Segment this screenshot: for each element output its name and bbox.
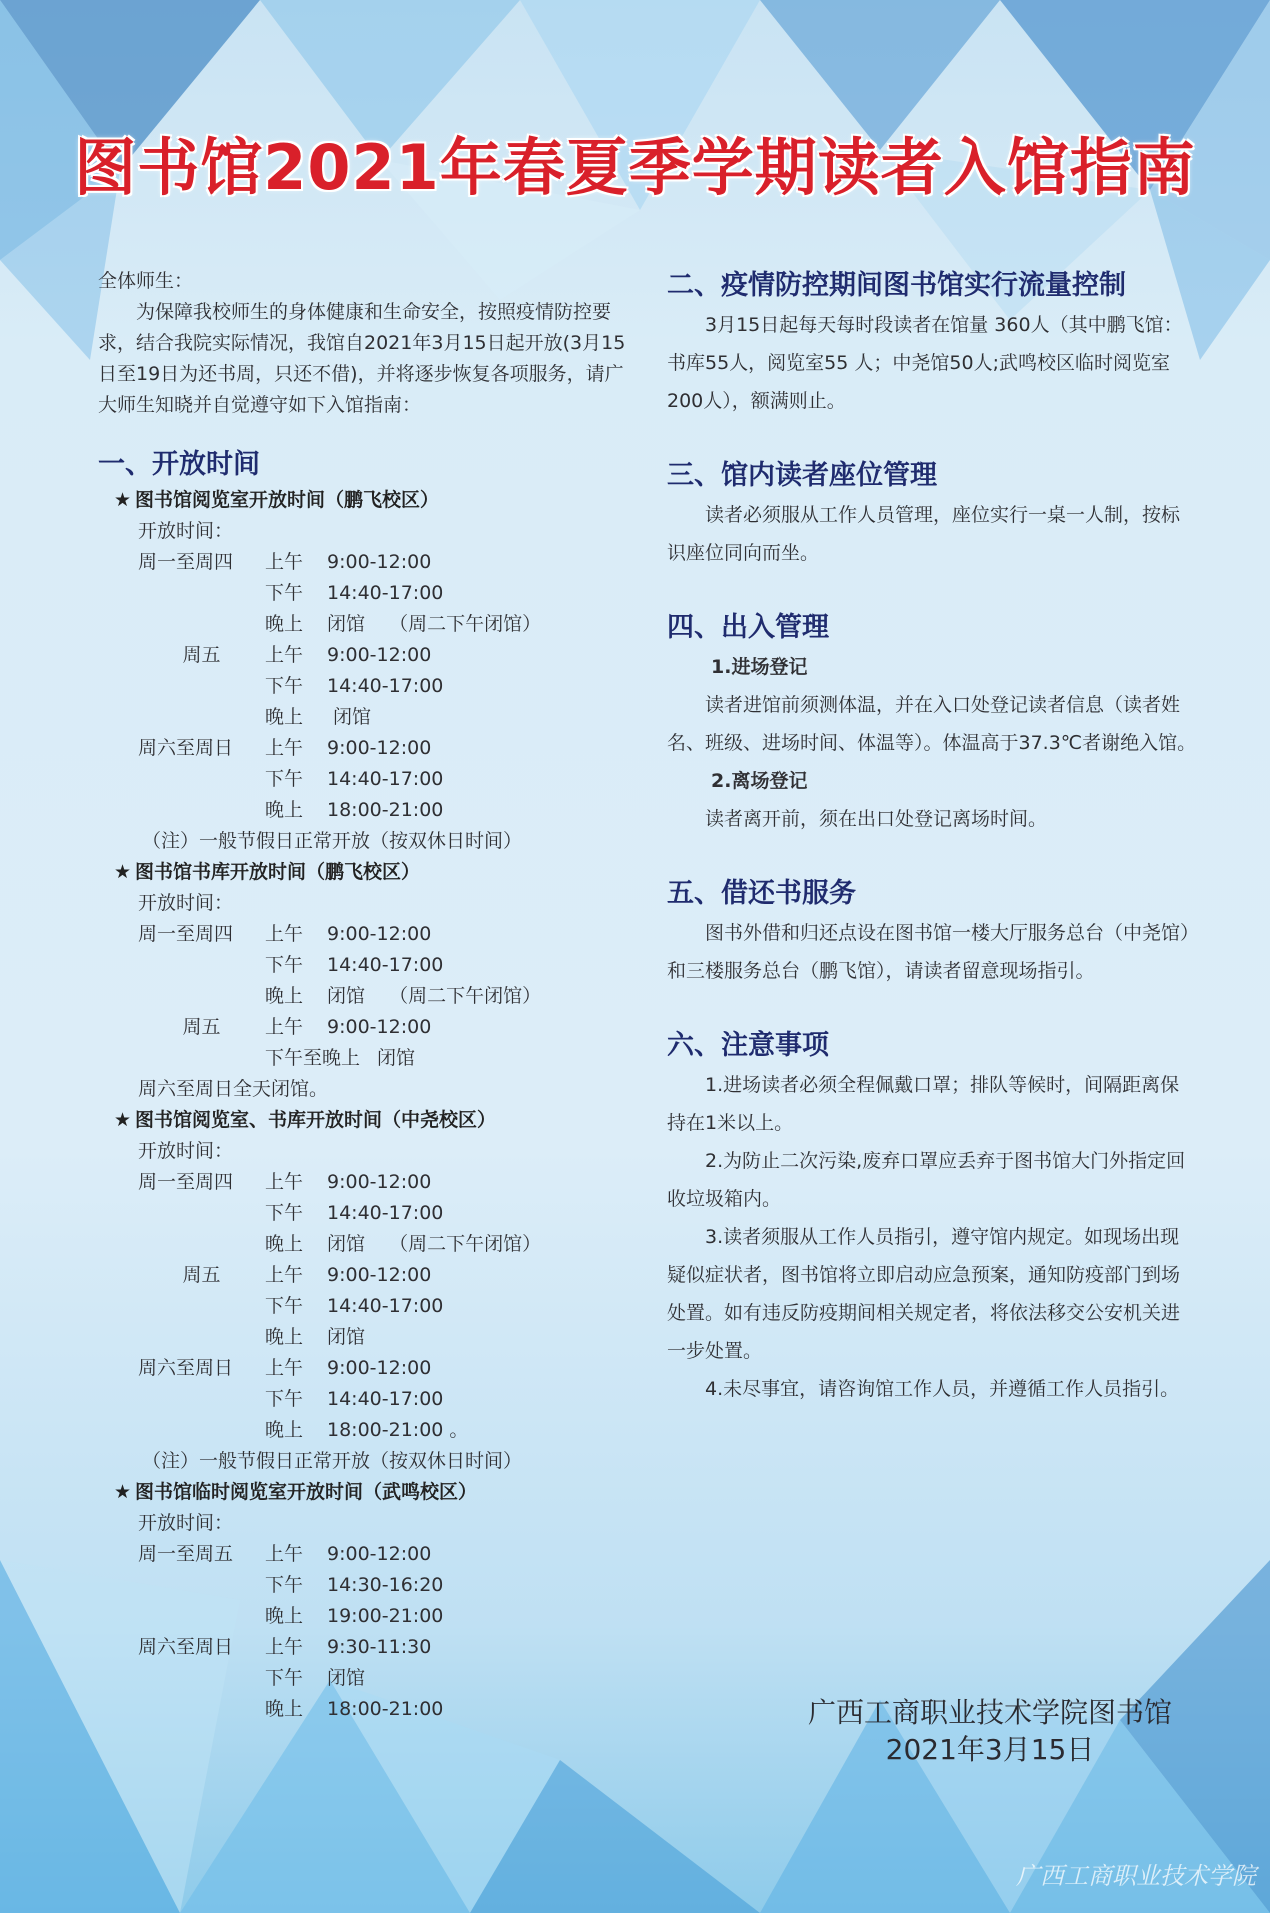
schedule-row: 晚上 18:00-21:00 (265, 799, 444, 821)
star-icon: ★ (114, 489, 132, 511)
entry-registration-label: 1.进场登记 (711, 656, 808, 678)
entry-registration-body: 读者进馆前须测体温，并在入口处登记读者信息（读者姓名、班级、进场时间、体温等）。体温高于37.3℃者谢绝入馆。 (667, 694, 1197, 754)
section5-heading: 五、借还书服务 (667, 878, 856, 909)
signature (740, 1694, 1240, 1768)
schedule-row: 下午 14:40-17:00 (265, 1388, 444, 1410)
open-time-label: 开放时间： (138, 1512, 234, 1534)
open-time-label: 开放时间： (138, 520, 234, 542)
section3-heading: 三、馆内读者座位管理 (667, 460, 937, 491)
schedule-row: 晚上 19:00-21:00 (265, 1605, 444, 1627)
schedule-row: 下午 闭馆 (265, 1667, 366, 1689)
schedule-row: 下午 14:40-17:00 (265, 582, 444, 604)
section1-heading: 一、开放时间 (98, 449, 260, 480)
section5-body: 图书外借和归还点设在图书馆一楼大厅服务总台（中尧馆）和三楼服务总台（鹏飞馆），请读者留意现场指引。 (667, 922, 1190, 982)
schedule-row: 周一至周五 上午 9:00-12:00 (138, 1543, 432, 1565)
schedule-note: 周六至周日全天闭馆。 (138, 1078, 329, 1100)
section2-body: 3月15日起每天每时段读者在馆量 360人（其中鹏飞馆：书库55人，阅览室55 人；中尧馆50人;武鸣校区临时阅览室200人），额满则止。 (667, 314, 1183, 412)
schedule-row: 晚上 闭馆 （周二下午闭馆） (265, 985, 542, 1007)
signature-org: 广西工商职业技术学院图书馆 (807, 1696, 1172, 1729)
star-icon: ★ (114, 1109, 132, 1131)
notice-item: 4.未尽事宜，请咨询馆工作人员，并遵循工作人员指引。 (705, 1378, 1180, 1400)
section4-heading: 四、出入管理 (667, 612, 829, 643)
schedule-row: 下午 14:40-17:00 (265, 1202, 444, 1224)
schedule-rows (98, 1167, 628, 1446)
notice-item: 2.为防止二次污染,废弃口罩应丢弃于图书馆大门外指定回收垃圾箱内。 (667, 1150, 1186, 1210)
schedule-row: 下午 14:40-17:00 (265, 768, 444, 790)
schedule-note: （注）一般节假日正常开放（按双休日时间） (142, 830, 523, 852)
schedule-row: 周六至周日 上午 9:00-12:00 (138, 737, 432, 759)
schedule-row: 晚上 闭馆 （周二下午闭馆） (265, 1233, 542, 1255)
schedule-note: （注）一般节假日正常开放（按双休日时间） (142, 1450, 523, 1472)
schedule-row: 下午 14:40-17:00 (265, 1295, 444, 1317)
section3-body: 读者必须服从工作人员管理，座位实行一桌一人制，按标识座位同向而坐。 (667, 504, 1181, 564)
left-column (98, 266, 628, 1725)
schedule-row: 周一至周四 上午 9:00-12:00 (138, 923, 432, 945)
open-time-label: 开放时间： (138, 892, 234, 914)
schedule-rows (98, 1539, 628, 1725)
schedule-row: 周一至周四 上午 9:00-12:00 (138, 551, 432, 573)
notice-item: 3.读者须服从工作人员指引，遵守馆内规定。如现场出现疑似症状者，图书馆将立即启动应急预案，通知防疫部门到场处置。如有违反防疫期间相关规定者，将依法移交公安机关进一步处置。 (667, 1226, 1181, 1362)
schedule-rows (98, 919, 628, 1074)
section2-heading: 二、疫情防控期间图书馆实行流量控制 (667, 270, 1126, 301)
open-time-label: 开放时间： (138, 1140, 234, 1162)
schedule-row: 晚上 闭馆 (265, 1326, 366, 1348)
salutation: 全体师生： (98, 270, 194, 292)
star-icon: ★ (114, 861, 132, 883)
notice-item: 1.进场读者必须全程佩戴口罩；排队等候时，间隔距离保持在1米以上。 (667, 1074, 1180, 1134)
right-column (667, 266, 1197, 1408)
poster-title: 图书馆2021年春夏季学期读者入馆指南 (74, 131, 1196, 204)
exit-registration-label: 2.离场登记 (711, 770, 808, 792)
schedule-row: 下午 14:40-17:00 (265, 954, 444, 976)
schedule-row: 晚上 闭馆 （周二下午闭馆） (265, 613, 542, 635)
schedule-row: 下午 14:30-16:20 (265, 1574, 444, 1596)
schedule-row: 下午至晚上 闭馆 (265, 1047, 416, 1069)
schedule-row: 周五 上午 9:00-12:00 (182, 1016, 432, 1038)
schedule-row: 晚上 18:00-21:00 (265, 1698, 444, 1720)
schedule-title: ★ 图书馆书库开放时间（鹏飞校区） (114, 861, 421, 883)
signature-date: 2021年3月15日 (885, 1733, 1095, 1766)
schedule-title: ★ 图书馆临时阅览室开放时间（武鸣校区） (114, 1481, 478, 1503)
schedule-row: 周六至周日 上午 9:00-12:00 (138, 1357, 432, 1379)
schedule-row: 周五 上午 9:00-12:00 (182, 1264, 432, 1286)
schedule-title: ★ 图书馆阅览室开放时间（鹏飞校区） (114, 489, 440, 511)
schedule-title: ★ 图书馆阅览室、书库开放时间（中尧校区） (114, 1109, 497, 1131)
exit-registration-body: 读者离开前，须在出口处登记离场时间。 (705, 808, 1048, 830)
intro-paragraph: 为保障我校师生的身体健康和生命安全，按照疫情防控要求，结合我院实际情况，我馆自2021年3月15日起开放(3月15日至19日为还书周，只还不借)，并将逐步恢复各项服务，请广大师生知晓并自觉遵守如下入馆指南： (98, 301, 626, 416)
schedule-row: 周一至周四 上午 9:00-12:00 (138, 1171, 432, 1193)
star-icon: ★ (114, 1481, 132, 1503)
schedule-row: 周五 上午 9:00-12:00 (182, 644, 432, 666)
schedule-row: 周六至周日 上午 9:30-11:30 (138, 1636, 432, 1658)
schedule-row: 晚上 18:00-21:00 。 (265, 1419, 469, 1441)
schedule-row: 晚上 闭馆 (265, 706, 372, 728)
schedule-rows (98, 547, 628, 826)
schedule-row: 下午 14:40-17:00 (265, 675, 444, 697)
section6-heading: 六、注意事项 (667, 1030, 829, 1061)
watermark-logo: 广西工商职业技术学院 (1016, 1862, 1256, 1890)
